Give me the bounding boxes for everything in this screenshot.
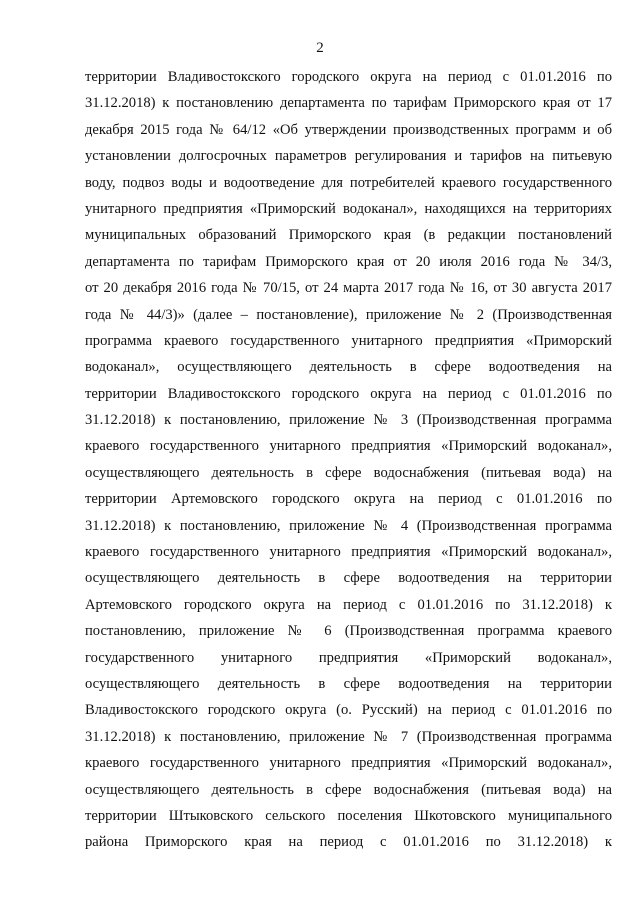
text-line: департамента по тарифам Приморского края от 20 июля 2016 года № 34/3, [85,253,612,270]
text-line: от 20 декабря 2016 года № 70/15, от 24 марта 2017 года № 16, от 30 августа 2017 [85,280,612,297]
page-number: 2 [316,40,324,56]
text-line: территории Владивостокского городского округа на период с 01.01.2016 по [85,385,612,402]
text-line: программа краевого государственного унитарного предприятия «Приморский [85,332,612,349]
text-line: 31.12.2018) к постановлению, приложение № 3 (Производственная программа [85,412,612,429]
text-line: территории Штыковского сельского поселения Шкотовского муниципального [85,807,612,824]
text-line: района Приморского края на период с 01.01.2016 по 31.12.2018) к [85,834,612,851]
text-line: территории Артемовского городского округа на период с 01.01.2016 по [85,491,612,508]
text-line: краевого государственного унитарного предприятия «Приморский водоканал», [85,438,612,455]
text-line: территории Владивостокского городского округа на период с 01.01.2016 по [85,69,612,85]
text-line: 31.12.2018) к постановлению, приложение № 7 (Производственная программа [85,728,612,745]
text-line: 31.12.2018) к постановлению департамента по тарифам Приморского края от 17 [85,95,612,112]
text-line: Владивостокского городского округа (о. Русский) на период с 01.01.2016 по [85,702,612,719]
text-line: установлении долгосрочных параметров регулирования и тарифов на питьевую [85,148,612,165]
text-line: воду, подвоз воды и водоотведение для потребителей краевого государственного [85,174,612,191]
text-line: краевого государственного унитарного предприятия «Приморский водоканал», [85,544,612,561]
text-line: осуществляющего деятельность в сфере водоснабжения (питьевая вода) на [85,464,612,481]
text-line: муниципальных образований Приморского края (в редакции постановлений [85,227,612,244]
text-line: осуществляющего деятельность в сфере водоснабжения (питьевая вода) на [85,781,612,798]
text-line: Артемовского городского округа на период с 01.01.2016 по 31.12.2018) к [85,596,612,613]
text-line: водоканал», осуществляющего деятельность в сфере водоотведения на [85,359,612,376]
text-line: государственного унитарного предприятия «Приморский водоканал», [85,649,612,666]
text-line: постановлению, приложение № 6 (Производственная программа краевого [85,623,612,640]
text-line: декабря 2015 года № 64/12 «Об утверждении производственных программ и об [85,121,612,138]
text-line: 31.12.2018) к постановлению, приложение № 4 (Производственная программа [85,517,612,534]
text-line: осуществляющего деятельность в сфере водоотведения на территории [85,675,612,692]
text-line: унитарного предприятия «Приморский водоканал», находящихся на территориях [85,200,612,217]
text-line: осуществляющего деятельность в сфере водоотведения на территории [85,570,612,587]
text-line: года № 44/3)» (далее – постановление), приложение № 2 (Производственная [85,306,612,323]
text-line: краевого государственного унитарного предприятия «Приморский водоканал», [85,755,612,772]
body-text [85,64,612,856]
